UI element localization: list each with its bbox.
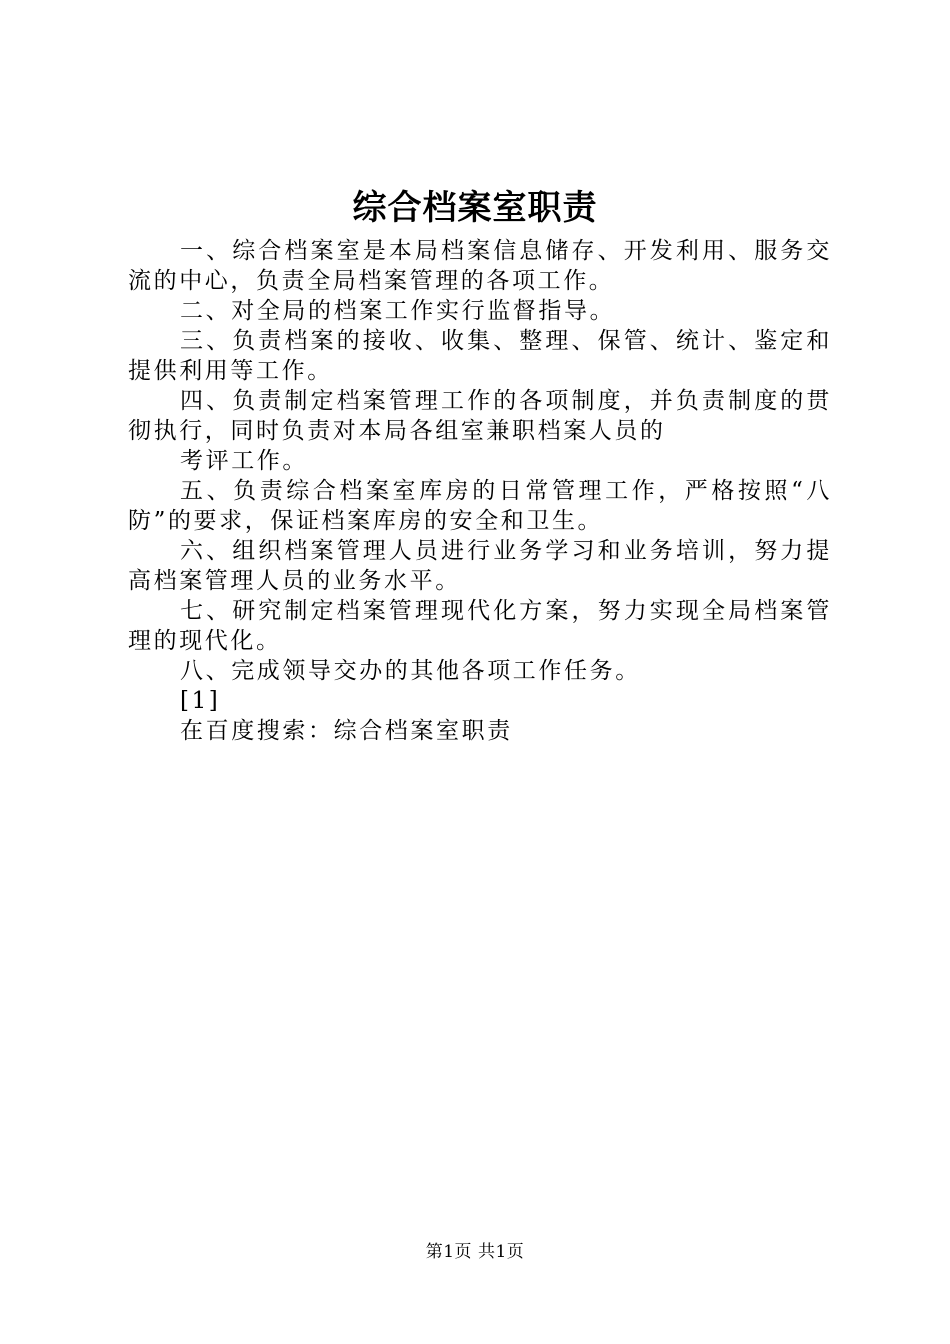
paragraph-7: 七、研究制定档案管理现代化方案，努力实现全局档案管理的现代化。 xyxy=(128,598,832,654)
paragraph-2: 二、对全局的档案工作实行监督指导。 xyxy=(180,298,616,324)
paragraph-3: 三、负责档案的接收、收集、整理、保管、统计、鉴定和提供利用等工作。 xyxy=(128,328,832,384)
document-body xyxy=(128,236,832,746)
search-note: 在百度搜索：综合档案室职责 xyxy=(180,718,513,744)
paragraph-8: 八、完成领导交办的其他各项工作任务。 xyxy=(180,658,641,684)
paragraph-4-continuation: 考评工作。 xyxy=(180,448,308,474)
paragraph-4: 四、负责制定档案管理工作的各项制度，并负责制度的贯彻执行，同时负责对本局各组室兼职档案人员的 xyxy=(128,388,832,444)
reference-marker: [1] xyxy=(180,688,221,714)
paragraph-5: 五、负责综合档案室库房的日常管理工作，严格按照“八防”的要求，保证档案库房的安全和卫生。 xyxy=(128,478,832,534)
paragraph-6: 六、组织档案管理人员进行业务学习和业务培训，努力提高档案管理人员的业务水平。 xyxy=(128,538,832,594)
page-footer: 第1页 共1页 xyxy=(425,1242,525,1262)
paragraph-1: 一、综合档案室是本局档案信息储存、开发利用、服务交流的中心，负责全局档案管理的各项工作。 xyxy=(128,238,832,294)
document-title: 综合档案室职责 xyxy=(352,188,598,228)
